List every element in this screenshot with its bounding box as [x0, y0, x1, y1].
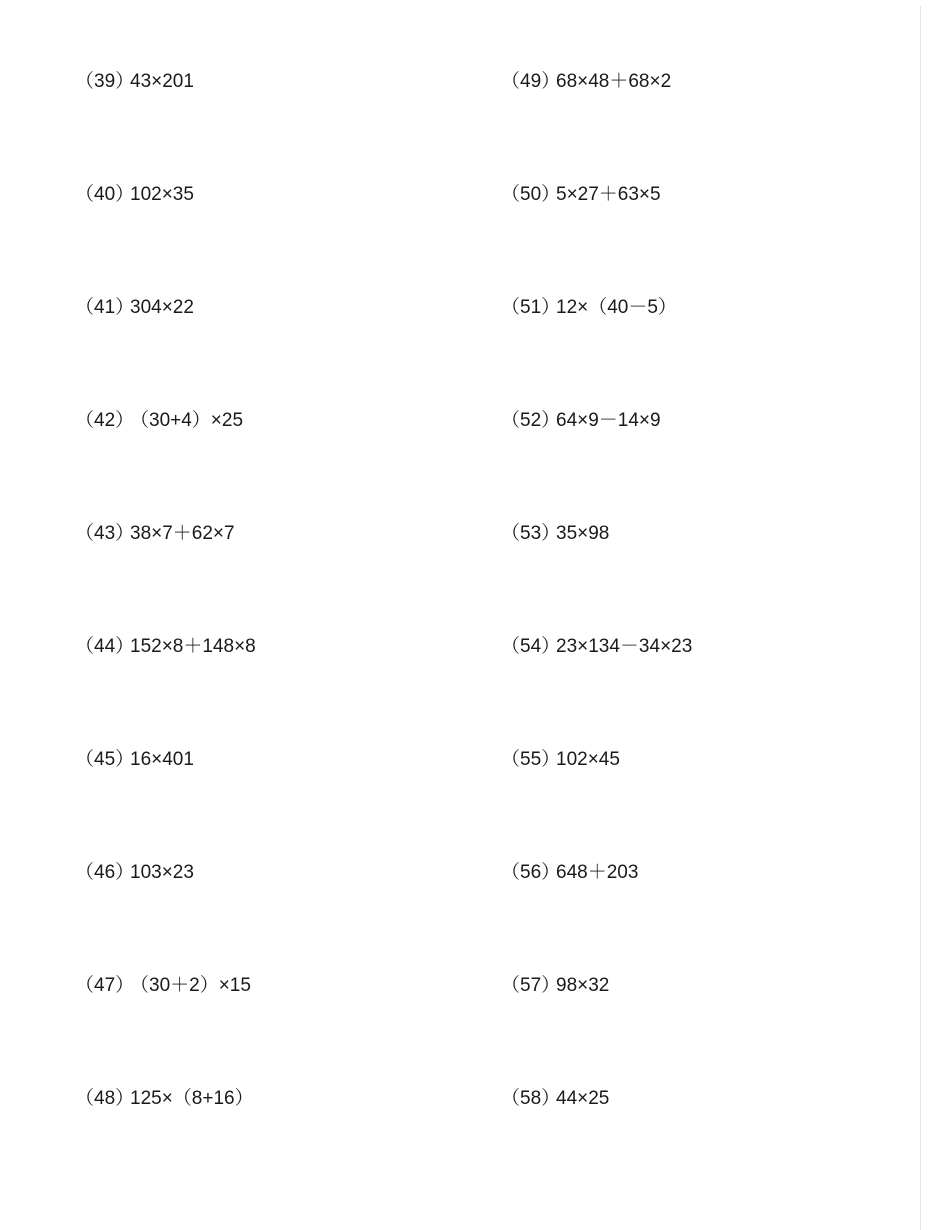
problem-number: （41） [75, 297, 135, 318]
problem-item [75, 861, 194, 885]
problem-number: （42） [75, 410, 135, 431]
problem-number: （48） [75, 1088, 135, 1109]
problem-number: （51） [501, 297, 561, 318]
problem-item [75, 635, 256, 659]
problem-item [75, 296, 194, 320]
problem-item [501, 635, 692, 659]
problem-expression: 102×45 [556, 749, 620, 770]
problem-number: （57） [501, 975, 561, 996]
problem-expression: 98×32 [556, 975, 610, 996]
problem-number: （52） [501, 410, 561, 431]
problem-expression: 35×98 [556, 523, 610, 544]
problem-item [501, 183, 661, 207]
problem-number: （55） [501, 749, 561, 770]
problem-number: （54） [501, 636, 561, 657]
problem-item [501, 1087, 609, 1111]
problem-item [501, 522, 609, 546]
problem-expression: 102×35 [130, 184, 194, 205]
problem-expression: 12×（40－5） [556, 297, 677, 318]
problem-expression: 43×201 [130, 71, 194, 92]
problem-number: （46） [75, 862, 135, 883]
problem-item [501, 748, 620, 772]
problem-expression: 125×（8+16） [130, 1088, 254, 1109]
problem-expression: 16×401 [130, 749, 194, 770]
problem-expression: 152×8＋148×8 [130, 636, 256, 657]
problem-expression: 38×7＋62×7 [130, 523, 235, 544]
problem-number: （39） [75, 71, 135, 92]
problem-expression: 304×22 [130, 297, 194, 318]
problem-number: （44） [75, 636, 135, 657]
problem-number: （58） [501, 1088, 561, 1109]
problem-expression: 5×27＋63×5 [556, 184, 661, 205]
problem-item [75, 183, 194, 207]
problem-number: （56） [501, 862, 561, 883]
problem-expression: 68×48＋68×2 [556, 71, 672, 92]
problem-item [75, 974, 251, 998]
problem-item [75, 748, 194, 772]
problem-expression: （30＋2）×15 [130, 975, 251, 996]
problem-expression: 64×9－14×9 [556, 410, 661, 431]
problem-number: （49） [501, 71, 561, 92]
problem-number: （50） [501, 184, 561, 205]
problem-number: （40） [75, 184, 135, 205]
problem-item [75, 409, 243, 433]
problem-number: （45） [75, 749, 135, 770]
problem-item [501, 861, 638, 885]
problem-item [501, 974, 609, 998]
problem-expression: 648＋203 [556, 862, 639, 883]
page-edge-divider [920, 6, 921, 1230]
problem-expression: 103×23 [130, 862, 194, 883]
problem-expression: 44×25 [556, 1088, 610, 1109]
problem-number: （43） [75, 523, 135, 544]
problem-item [501, 296, 677, 320]
problem-number: （53） [501, 523, 561, 544]
problem-expression: 23×134－34×23 [556, 636, 693, 657]
problem-item [75, 70, 194, 94]
problem-number: （47） [75, 975, 135, 996]
problem-item [75, 522, 235, 546]
problem-item [75, 1087, 254, 1111]
problem-item [501, 409, 661, 433]
problem-item [501, 70, 671, 94]
problem-expression: （30+4）×25 [130, 410, 244, 431]
